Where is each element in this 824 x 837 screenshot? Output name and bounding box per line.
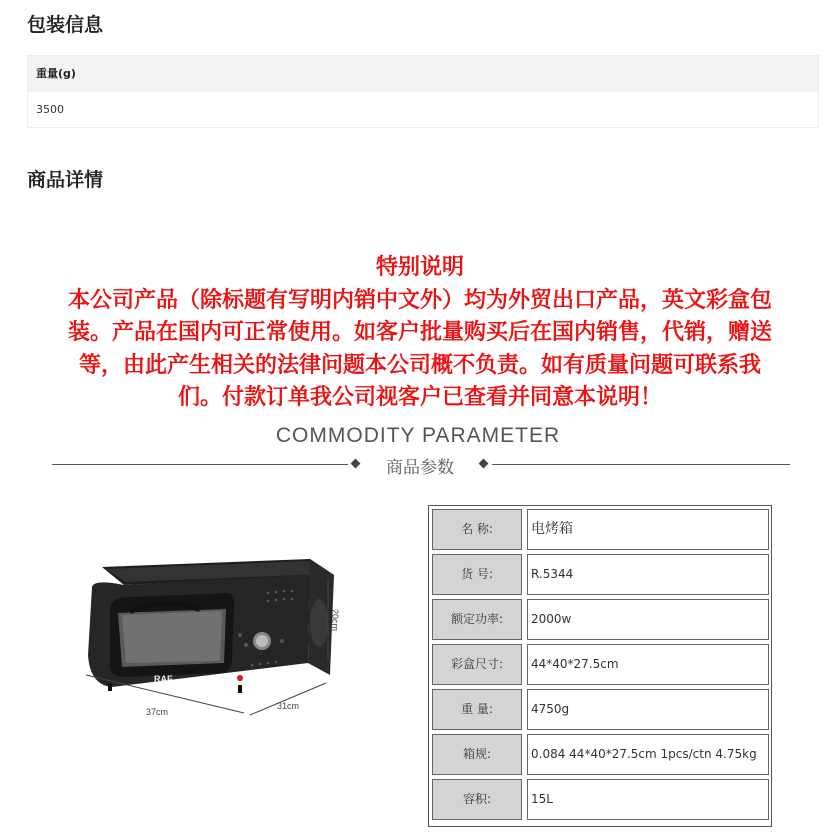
package-info-table xyxy=(27,55,819,128)
divider-right xyxy=(492,464,790,465)
package-info-title: 包装信息 xyxy=(27,14,104,36)
weight-header: 重量(g) xyxy=(28,56,818,92)
commodity-parameter-title: COMMODITY PARAMETER xyxy=(275,424,561,447)
dimension-height: 20cm xyxy=(330,609,340,632)
special-notice xyxy=(20,252,820,415)
param-value: 0.084 44*40*27.5cm 1pcs/ctn 4.75kg xyxy=(527,734,769,775)
product-parameter-table xyxy=(428,505,772,827)
notice-line: 装。产品在国内可正常使用。如客户批量购买后在国内销售，代销，赠送 xyxy=(67,320,772,345)
param-value: 4750g xyxy=(527,689,769,730)
product-image-oven xyxy=(72,545,352,735)
param-value: 44*40*27.5cm xyxy=(527,644,769,685)
dimension-depth: 31cm xyxy=(277,701,300,711)
param-row xyxy=(431,554,769,595)
param-label: 重 量: xyxy=(432,689,522,730)
notice-line: 本公司产品（除标题有写明内销中文外）均为外贸出口产品，英文彩盒包 xyxy=(67,287,772,313)
param-row xyxy=(431,599,769,640)
commodity-parameter-subtitle: 商品参数 xyxy=(386,458,454,478)
param-label: 容积: xyxy=(432,779,522,820)
param-row xyxy=(431,734,769,775)
param-value: 2000w xyxy=(527,599,769,640)
product-details-title: 商品详情 xyxy=(27,169,104,191)
param-value: 15L xyxy=(527,779,769,820)
param-label: 货 号: xyxy=(432,554,522,595)
notice-line: 等，由此产生相关的法律问题本公司概不负责。如有质量问题可联系我 xyxy=(78,352,761,378)
diamond-right-icon xyxy=(479,459,489,469)
weight-value: 3500 xyxy=(28,92,818,127)
diamond-left-icon xyxy=(351,459,361,469)
param-label: 彩盒尺寸: xyxy=(432,644,522,685)
dimension-width: 37cm xyxy=(146,707,169,717)
param-row xyxy=(431,689,769,730)
param-label: 额定功率: xyxy=(432,599,522,640)
param-value: 电烤箱 xyxy=(527,509,769,550)
param-label: 箱规: xyxy=(432,734,522,775)
param-row xyxy=(431,779,769,820)
notice-line: 们。付款订单我公司视客户已查看并同意本说明！ xyxy=(177,385,662,410)
param-value: R.5344 xyxy=(527,554,769,595)
param-row xyxy=(431,644,769,685)
notice-heading: 特别说明 xyxy=(375,255,464,280)
divider-left xyxy=(52,464,348,465)
param-label: 名 称: xyxy=(432,509,522,550)
brand-logo: RAF xyxy=(154,674,173,684)
param-row xyxy=(431,509,769,550)
